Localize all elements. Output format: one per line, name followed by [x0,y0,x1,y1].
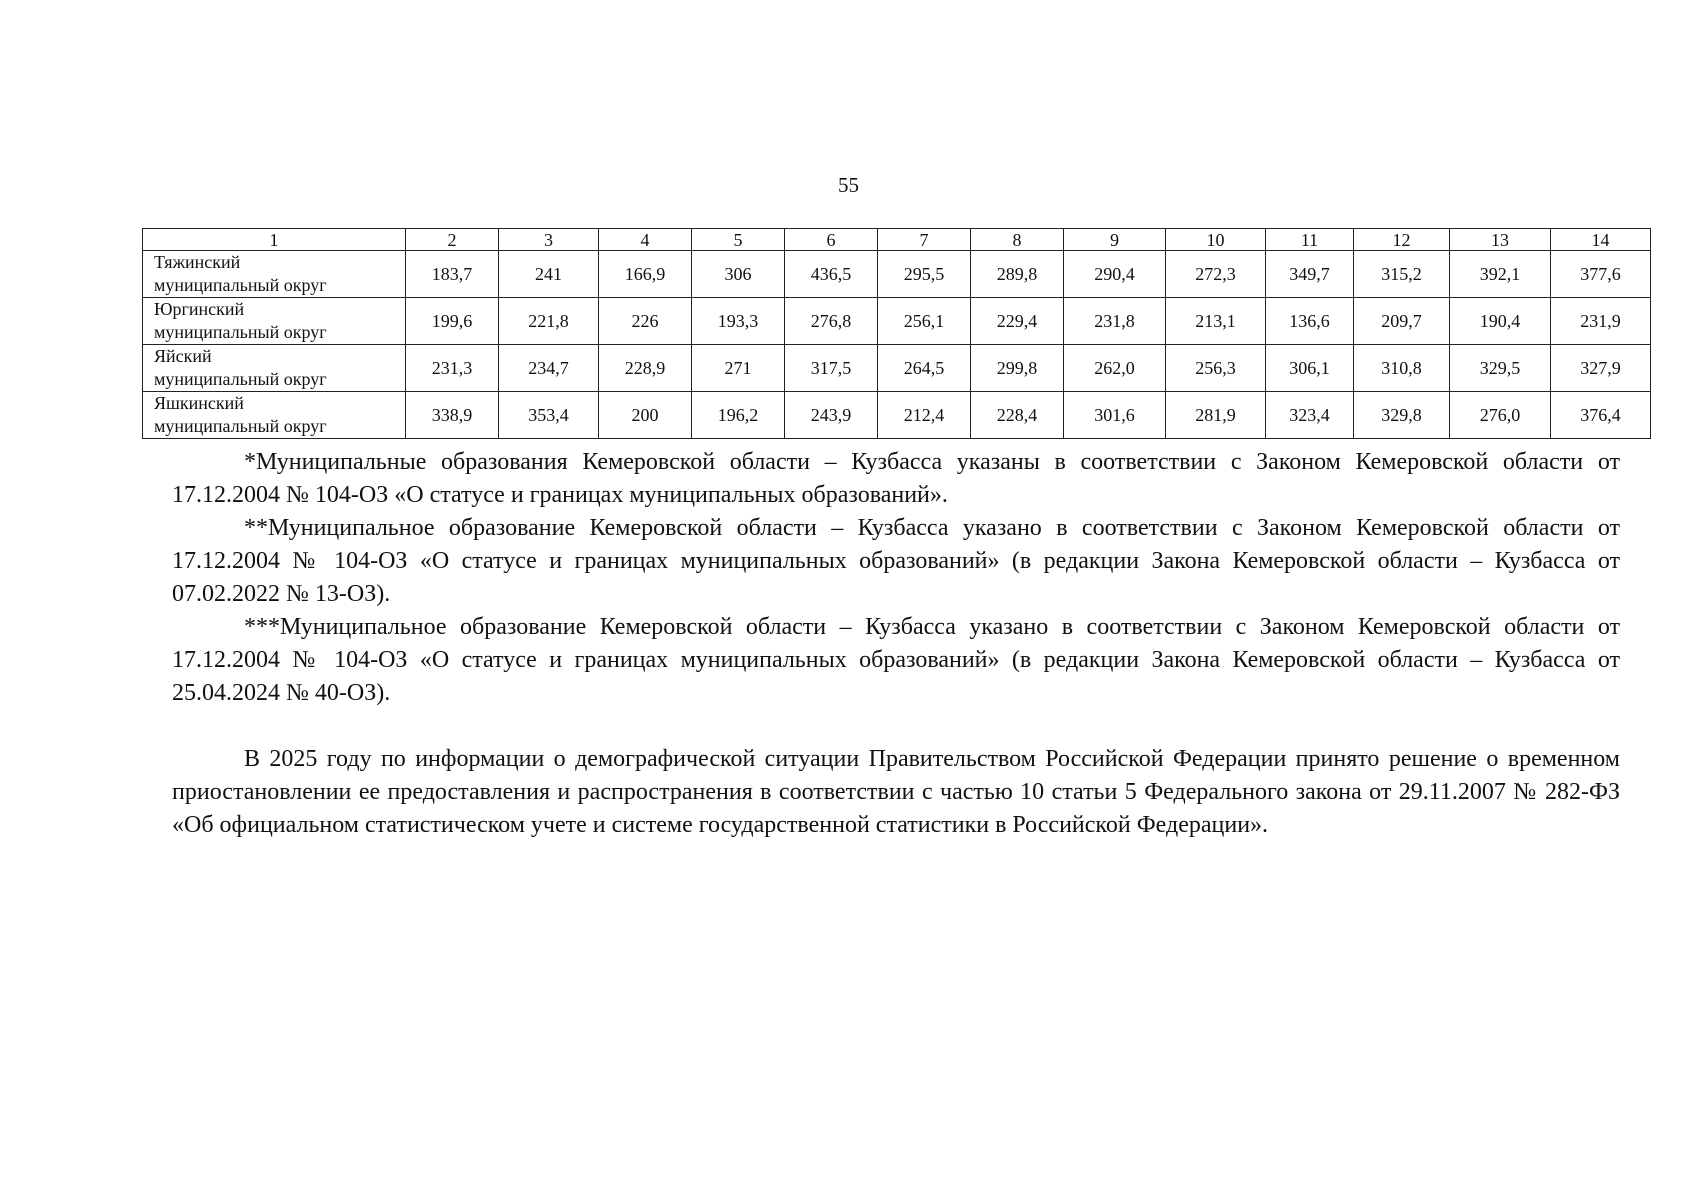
column-header: 3 [499,229,599,251]
column-header: 7 [878,229,971,251]
value-cell: 209,7 [1354,298,1450,345]
column-header: 10 [1166,229,1266,251]
value-cell: 256,1 [878,298,971,345]
value-cell: 272,3 [1166,251,1266,298]
value-cell: 310,8 [1354,345,1450,392]
municipality-name-line1: Яйский [154,346,212,366]
value-cell: 234,7 [499,345,599,392]
value-cell: 281,9 [1166,392,1266,439]
municipality-name [143,345,406,392]
value-cell: 327,9 [1551,345,1651,392]
column-header: 14 [1551,229,1651,251]
value-cell: 329,8 [1354,392,1450,439]
table-row [143,392,1651,439]
value-cell: 229,4 [971,298,1064,345]
value-cell: 301,6 [1064,392,1166,439]
table-header-row [143,229,1651,251]
value-cell: 295,5 [878,251,971,298]
column-header: 11 [1266,229,1354,251]
value-cell: 290,4 [1064,251,1166,298]
municipality-name-line2: муниципальный округ [154,275,327,295]
value-cell: 338,9 [406,392,499,439]
value-cell: 271 [692,345,785,392]
value-cell: 228,4 [971,392,1064,439]
value-cell: 136,6 [1266,298,1354,345]
municipality-name [143,298,406,345]
value-cell: 392,1 [1450,251,1551,298]
value-cell: 231,3 [406,345,499,392]
footnote-2022-amendment: **Муниципальное образование Кемеровской области – Кузбасса указано в соответствии с Законом Кемеровской области от 17.12.2004 № 104-ОЗ «О статусе и границах муниципальных образований» (в редакции Закона Кемеровской области – Кузбасса от 07.02.2022 № 13-ОЗ). [172,515,1620,607]
value-cell: 190,4 [1450,298,1551,345]
value-cell: 256,3 [1166,345,1266,392]
value-cell: 241 [499,251,599,298]
body-paragraph: В 2025 году по информации о демографической ситуации Правительством Российской Федерации принято решение о временном приостановлении ее предоставления и распространения в соответствии с частью 10 статьи 5 Федерального закона от 29.11.2007 № 282-ФЗ «Об официальном статистическом учете и системе государственной статистики в Российской Федерации». [172,746,1620,838]
table-row [143,298,1651,345]
column-header: 4 [599,229,692,251]
column-header: 2 [406,229,499,251]
column-header: 6 [785,229,878,251]
municipality-name-line1: Яшкинский [154,393,244,413]
notes-block [172,446,1620,842]
table-row [143,345,1651,392]
value-cell: 166,9 [599,251,692,298]
value-cell: 329,5 [1450,345,1551,392]
value-cell: 323,4 [1266,392,1354,439]
value-cell: 243,9 [785,392,878,439]
value-cell: 436,5 [785,251,878,298]
column-header: 8 [971,229,1064,251]
value-cell: 276,8 [785,298,878,345]
municipality-name-line2: муниципальный округ [154,322,327,342]
value-cell: 349,7 [1266,251,1354,298]
value-cell: 262,0 [1064,345,1166,392]
municipality-name-line1: Юргинский [154,299,245,319]
value-cell: 306,1 [1266,345,1354,392]
value-cell: 306 [692,251,785,298]
footnote-municipalities: *Муниципальные образования Кемеровской области – Кузбасса указаны в соответствии с Законом Кемеровской области от 17.12.2004 № 104-ОЗ «О статусе и границах муниципальных образований». [172,449,1620,508]
page-number: 55 [838,173,859,197]
municipality-name-line2: муниципальный округ [154,416,327,436]
table-row [143,251,1651,298]
value-cell: 226 [599,298,692,345]
municipality-name-line2: муниципальный округ [154,369,327,389]
value-cell: 376,4 [1551,392,1651,439]
data-table [142,228,1651,439]
value-cell: 183,7 [406,251,499,298]
value-cell: 212,4 [878,392,971,439]
column-header: 9 [1064,229,1166,251]
value-cell: 317,5 [785,345,878,392]
value-cell: 299,8 [971,345,1064,392]
column-header: 5 [692,229,785,251]
value-cell: 200 [599,392,692,439]
municipality-name [143,251,406,298]
footnote-2024-amendment: ***Муниципальное образование Кемеровской области – Кузбасса указано в соответствии с Законом Кемеровской области от 17.12.2004 № 104-ОЗ «О статусе и границах муниципальных образований» (в редакции Закона Кемеровской области – Кузбасса от 25.04.2024 № 40-ОЗ). [172,614,1620,706]
value-cell: 231,8 [1064,298,1166,345]
value-cell: 289,8 [971,251,1064,298]
column-header: 12 [1354,229,1450,251]
municipality-name [143,392,406,439]
value-cell: 377,6 [1551,251,1651,298]
value-cell: 228,9 [599,345,692,392]
column-header: 13 [1450,229,1551,251]
value-cell: 276,0 [1450,392,1551,439]
value-cell: 264,5 [878,345,971,392]
value-cell: 213,1 [1166,298,1266,345]
value-cell: 353,4 [499,392,599,439]
municipality-name-line1: Тяжинский [154,252,241,272]
value-cell: 196,2 [692,392,785,439]
value-cell: 221,8 [499,298,599,345]
value-cell: 199,6 [406,298,499,345]
column-header: 1 [143,229,406,251]
value-cell: 315,2 [1354,251,1450,298]
value-cell: 193,3 [692,298,785,345]
value-cell: 231,9 [1551,298,1651,345]
